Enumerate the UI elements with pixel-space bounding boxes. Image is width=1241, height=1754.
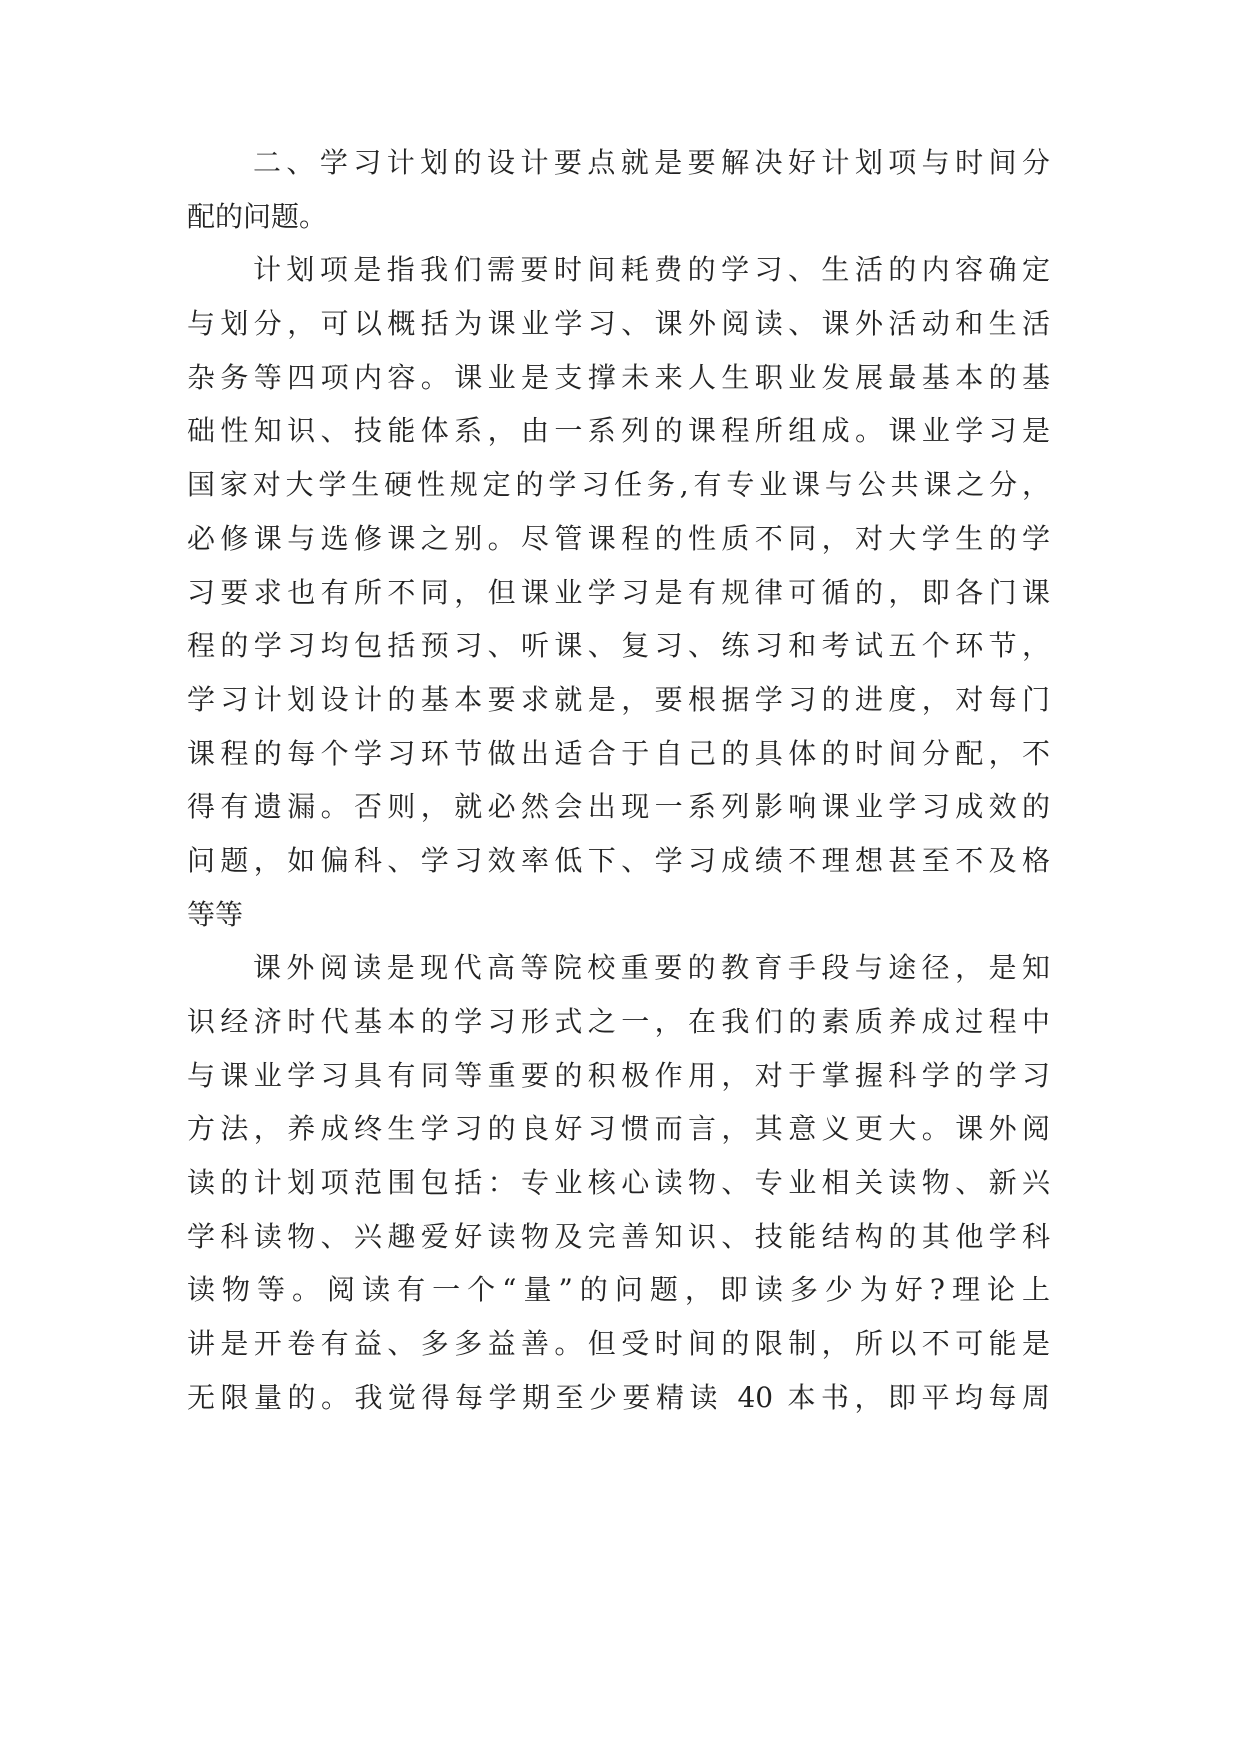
text-line: 础性知识、技能体系，由一系列的课程所组成。课业学习是 — [187, 414, 1050, 448]
text-line: 二、学习计划的设计要点就是要解决好计划项与时间分 — [253, 146, 1050, 179]
text-line: 课外阅读是现代高等院校重要的教育手段与途径，是知 — [253, 951, 1050, 985]
text-line: 方法，养成终生学习的良好习惯而言，其意义更大。课外阅 — [187, 1112, 1050, 1146]
text-line: 问题，如偏科、学习效率低下、学习成绩不理想甚至不及格 — [187, 843, 1050, 877]
text-line: 配的问题。 — [187, 199, 328, 233]
text-line: 与课业学习具有同等重要的积极作用，对于掌握科学的学习 — [187, 1058, 1050, 1092]
text-line: 读物等。阅读有一个“量”的问题，即读多少为好?理论上 — [187, 1273, 1050, 1307]
text-line: 杂务等四项内容。课业是支撑未来人生职业发展最基本的基 — [187, 360, 1050, 394]
paragraph-plan-items — [187, 243, 1050, 941]
text-line: 得有遗漏。否则，就必然会出现一系列影响课业学习成效的 — [187, 790, 1050, 824]
paragraph-extracurricular-reading — [187, 941, 1050, 1424]
text-line: 读的计划项范围包括：专业核心读物、专业相关读物、新兴 — [187, 1166, 1050, 1200]
text-line: 必修课与选修课之别。尽管课程的性质不同，对大学生的学 — [187, 521, 1050, 555]
paragraph-section-heading — [187, 136, 1050, 243]
text-line: 无限量的。我觉得每学期至少要精读 40 本书，即平均每周 — [187, 1380, 1050, 1414]
text-line: 课程的每个学习环节做出适合于自己的具体的时间分配，不 — [187, 736, 1050, 770]
text-line: 学习计划设计的基本要求就是，要根据学习的进度，对每门 — [187, 682, 1050, 716]
text-line: 国家对大学生硬性规定的学习任务,有专业课与公共课之分， — [187, 468, 1050, 502]
text-line: 计划项是指我们需要时间耗费的学习、生活的内容确定 — [253, 253, 1050, 287]
text-line: 等等 — [187, 897, 244, 931]
text-line: 识经济时代基本的学习形式之一，在我们的素质养成过程中 — [187, 1005, 1050, 1038]
text-line: 与划分，可以概括为课业学习、课外阅读、课外活动和生活 — [187, 307, 1050, 341]
body-text — [187, 136, 1050, 1425]
text-line: 程的学习均包括预习、听课、复习、练习和考试五个环节， — [187, 629, 1050, 663]
text-line: 讲是开卷有益、多多益善。但受时间的限制，所以不可能是 — [187, 1327, 1050, 1361]
text-line: 习要求也有所不同，但课业学习是有规律可循的，即各门课 — [187, 575, 1050, 609]
text-line: 学科读物、兴趣爱好读物及完善知识、技能结构的其他学科 — [187, 1219, 1050, 1253]
